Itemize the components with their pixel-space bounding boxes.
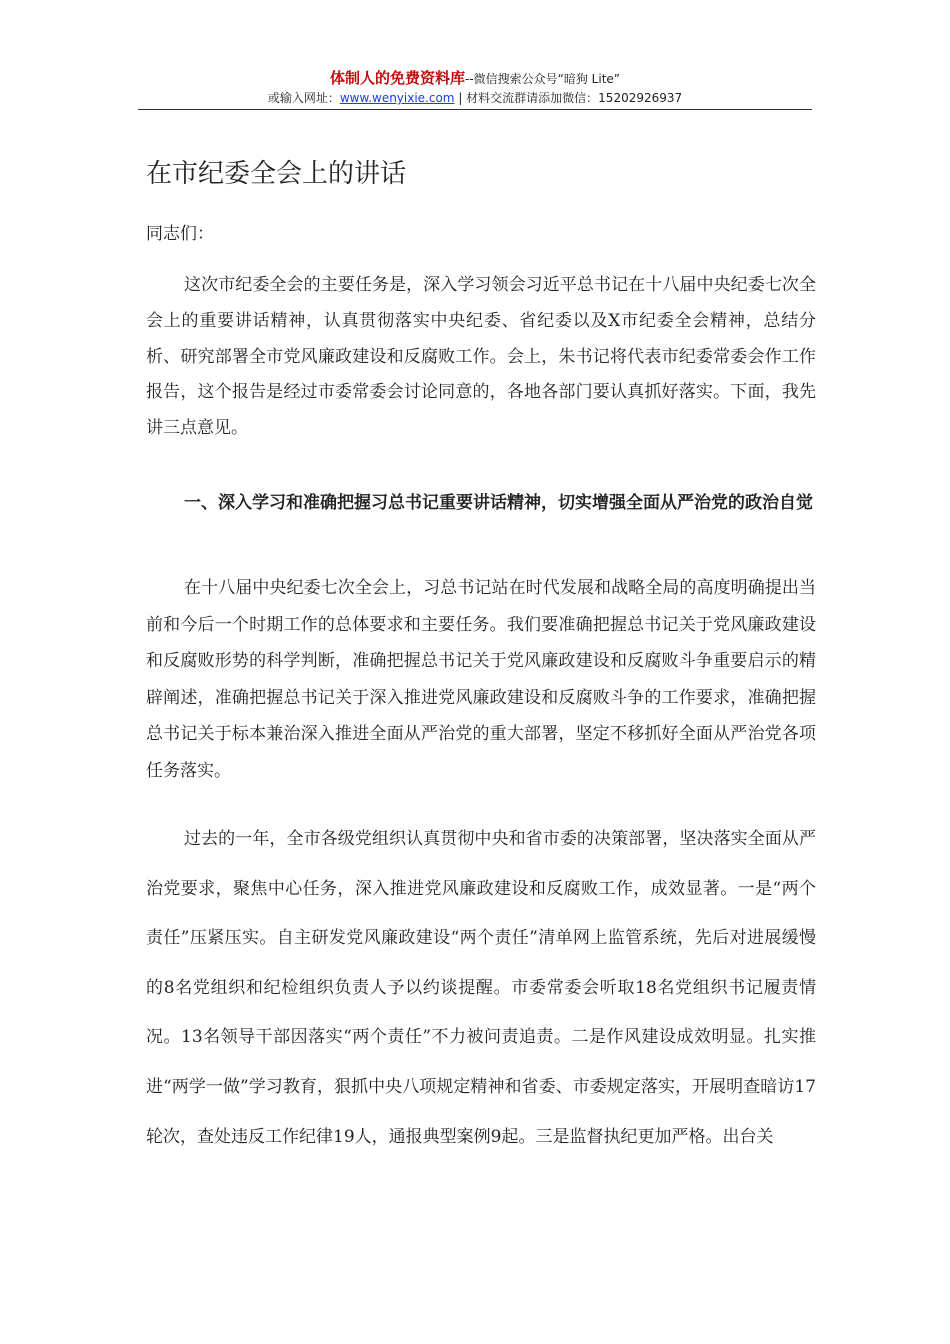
header-line-2 bbox=[138, 89, 812, 107]
paragraph-achievements: 过去的一年，全市各级党组织认真贯彻中央和省市委的决策部署，坚决落实全面从严治党要求，聚焦中心任务，深入推进党风廉政建设和反腐败工作，成效显著。一是“两个责任”压紧压实。自主研发党风廉政建设“两个责任”清单网上监管系统，先后对进展缓慢的8名党组织和纪检组织负责人予以约谈提醒。市委常委会听取18名党组织书记履责情况。13名领导干部因落实“两个责任”不力被问责追责。二是作风建设成效明显。扎实推进“两学一做”学习教育，狠抓中央八项规定精神和省委、市委规定落实，开展明查暗访17轮次，查处违反工作纪律19人，通报典型案例9起。三是监督执纪更加严格。出台关 bbox=[146, 829, 816, 1147]
section-heading-1: 一、深入学习和准确把握习总书记重要讲话精神，切实增强全面从严治党的政治自觉 bbox=[184, 493, 813, 513]
header-slogan: --微信搜索公众号“暗狗 Lite” bbox=[464, 72, 621, 86]
page-header bbox=[138, 68, 812, 107]
header-url-prefix: 或输入网址： bbox=[267, 91, 340, 105]
paragraph-section1: 在十八届中央纪委七次全会上，习总书记站在时代发展和战略全局的高度明确提出当前和今后一个时期工作的总体要求和主要任务。我们要准确把握总书记关于党风廉政建设和反腐败形势的科学判断，准确把握总书记关于党风廉政建设和反腐败斗争重要启示的精辟阐述，准确把握总书记关于深入推进党风廉政建设和反腐败斗争的工作要求，准确把握总书记关于标本兼治深入推进全面从严治党的重大部署，坚定不移抓好全面从严治党各项任务落实。 bbox=[146, 578, 816, 781]
document-title: 在市纪委全会上的讲话 bbox=[146, 159, 407, 189]
header-brand: 体制人的免费资料库 bbox=[329, 69, 465, 87]
paragraph-intro: 这次市纪委全会的主要任务是，深入学习领会习近平总书记在十八届中央纪委七次全会上的重要讲话精神，认真贯彻落实中央纪委、省纪委以及X市纪委全会精神，总结分析、研究部署全市党风廉政建设和反腐败工作。会上，朱书记将代表市纪委常委会作工作报告，这个报告是经过市委常委会讨论同意的，各地各部门要认真抓好落实。下面，我先讲三点意见。 bbox=[146, 275, 816, 439]
header-url-link[interactable]: www.wenyixie.com bbox=[339, 91, 455, 105]
header-divider bbox=[138, 109, 812, 110]
greeting: 同志们： bbox=[146, 224, 214, 244]
header-line-1 bbox=[138, 68, 812, 89]
header-contact: | 材料交流群请添加微信：15202926937 bbox=[454, 91, 683, 105]
